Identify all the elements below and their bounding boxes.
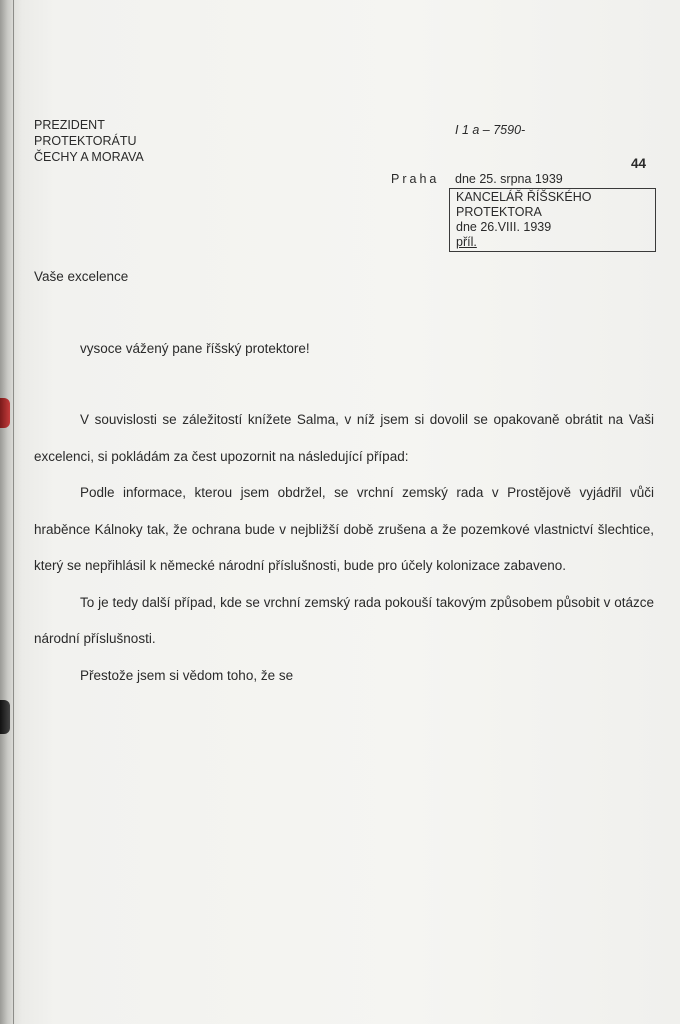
body-paragraph: Přestože jsem si vědom toho, že se bbox=[80, 667, 294, 683]
body-paragraph: V souvislosti se záležitostí knížete Salma, v níž jsem si dovolil se opakovaně obrátit na Vaši excelenci, si pokládám za čest upozornit na následující případ: bbox=[34, 412, 654, 464]
sender-line: PREZIDENT bbox=[34, 118, 105, 132]
dark-binder-ring bbox=[0, 700, 10, 734]
salutation-address: Vaše excelence bbox=[34, 269, 129, 284]
stamp-line: KANCELÁŘ ŘÍŠSKÉHO bbox=[456, 190, 592, 204]
sender-line: PROTEKTORÁTU bbox=[34, 134, 137, 148]
sender-line: ČECHY A MORAVA bbox=[34, 150, 144, 164]
page-number: 44 bbox=[631, 156, 647, 171]
stamp-line: dne 26.VIII. 1939 bbox=[456, 220, 552, 234]
stamp-line: PROTEKTORA bbox=[456, 205, 542, 219]
page-binding-shadow bbox=[0, 0, 22, 1024]
receipt-stamp bbox=[449, 188, 656, 252]
letter-date: dne 25. srpna 1939 bbox=[455, 172, 563, 186]
letter-body bbox=[34, 402, 654, 694]
reference-number: I 1 a – 7590- bbox=[455, 123, 526, 137]
stamp-line: příl. bbox=[456, 235, 477, 249]
body-paragraph: To je tedy další případ, kde se vrchní zemský rada pokouší takovým způsobem působit v otázce národní příslušnosti. bbox=[34, 594, 654, 646]
sender-block bbox=[34, 117, 194, 165]
page-edge-line bbox=[13, 0, 14, 1024]
place-name: Praha bbox=[391, 172, 440, 186]
red-binder-ring bbox=[0, 398, 10, 428]
body-paragraph: Podle informace, kterou jsem obdržel, se vrchní zemský rada v Prostějově vyjádřil vůči hraběnce Kálnoky tak, že ochrana bude v nejbližší době zrušena a že pozemkové vlastnictví šlechtice, který se nepřihlásil k německé národní příslušnosti, bude pro účely kolonizace zabaveno. bbox=[34, 485, 654, 573]
salutation-greeting: vysoce vážený pane říšský protektore! bbox=[80, 341, 310, 356]
